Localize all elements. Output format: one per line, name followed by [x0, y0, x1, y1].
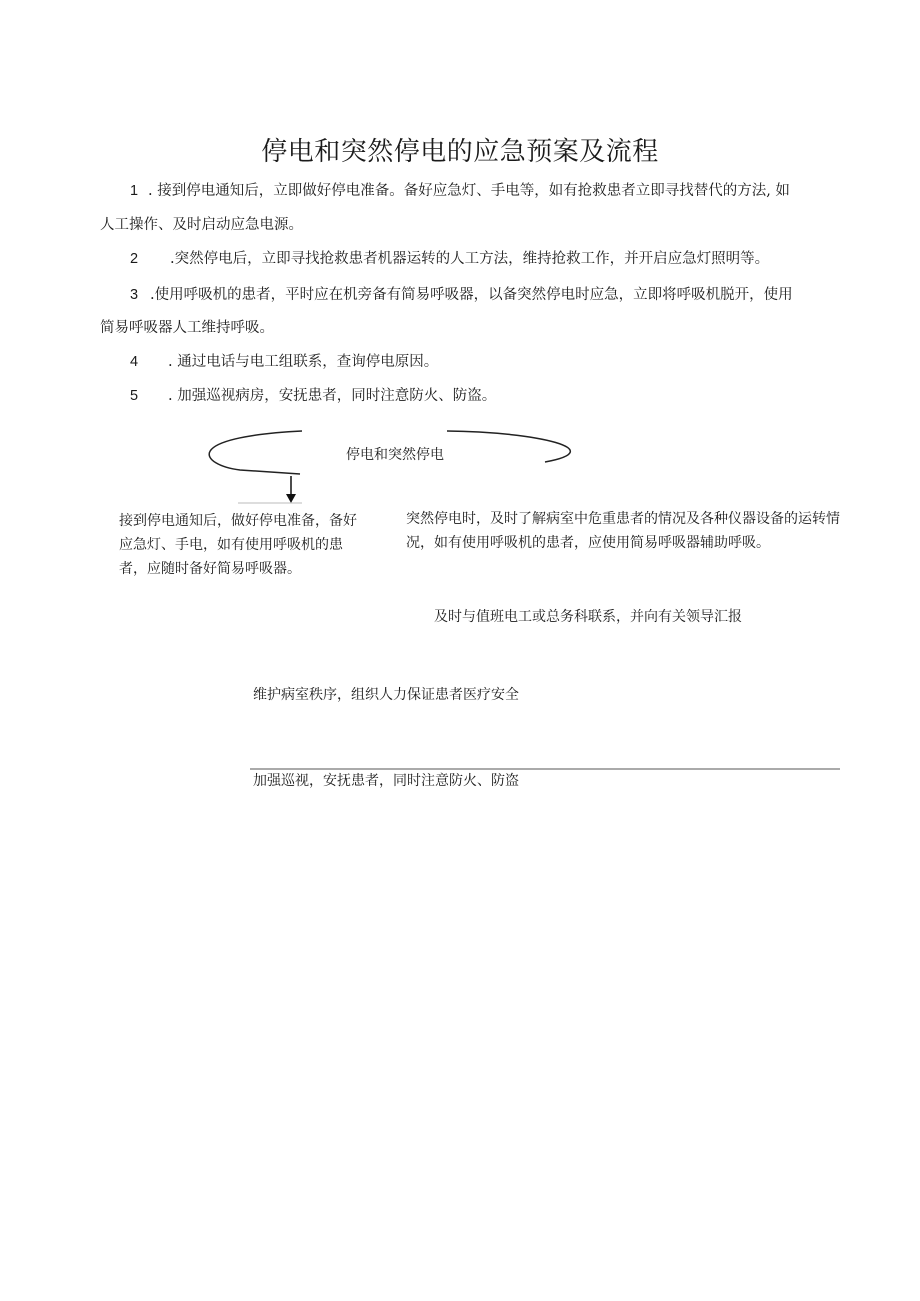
item-text: .使用呼吸机的患者，平时应在机旁备有简易呼吸器，以备突然停电时应急，立即将呼吸机脱开，使用	[150, 287, 793, 303]
flow-step-order: 维护病室秩序，组织人力保证患者医疗安全	[253, 687, 519, 703]
item-number: 1	[130, 183, 139, 199]
flow-left-node: 接到停电通知后，做好停电准备，备好应急灯、手电，如有使用呼吸机的患者，应随时备好简易呼吸器。	[119, 513, 357, 577]
item-text: . 接到停电通知后，立即做好停电准备。备好应急灯、手电等，如有抢救患者立即寻找替代的方法, 如	[148, 183, 790, 199]
item-text: . 通过电话与电工组联系，查询停电原因。	[168, 354, 439, 370]
flow-top-node: 停电和突然停电	[346, 447, 444, 463]
flow-arc-left	[209, 431, 302, 474]
item-text-continued: 人工操作、及时启动应急电源。	[100, 217, 303, 233]
page-title: 停电和突然停电的应急预案及流程	[261, 137, 659, 167]
flow-step-patrol: 加强巡视，安抚患者，同时注意防火、防盗	[253, 773, 519, 789]
item-text: .突然停电后，立即寻找抢救患者机器运转的人工方法，维持抢救工作，并开启应急灯照明等。	[170, 251, 770, 267]
item-text: . 加强巡视病房，安抚患者，同时注意防火、防盗。	[168, 388, 497, 404]
flow-arc-right	[447, 431, 570, 462]
flow-right-node: 突然停电时，及时了解病室中危重患者的情况及各种仪器设备的运转情况，如有使用呼吸机的患者，应使用简易呼吸器辅助呼吸。	[406, 511, 840, 551]
item-text-continued: 简易呼吸器人工维持呼吸。	[100, 320, 274, 336]
item-number: 2	[130, 251, 139, 267]
item-number: 4	[130, 354, 139, 370]
item-number: 3	[130, 287, 139, 303]
item-number: 5	[130, 388, 139, 404]
flow-step-report: 及时与值班电工或总务科联系，并向有关领导汇报	[434, 609, 742, 625]
flow-arrow-head	[286, 494, 296, 503]
